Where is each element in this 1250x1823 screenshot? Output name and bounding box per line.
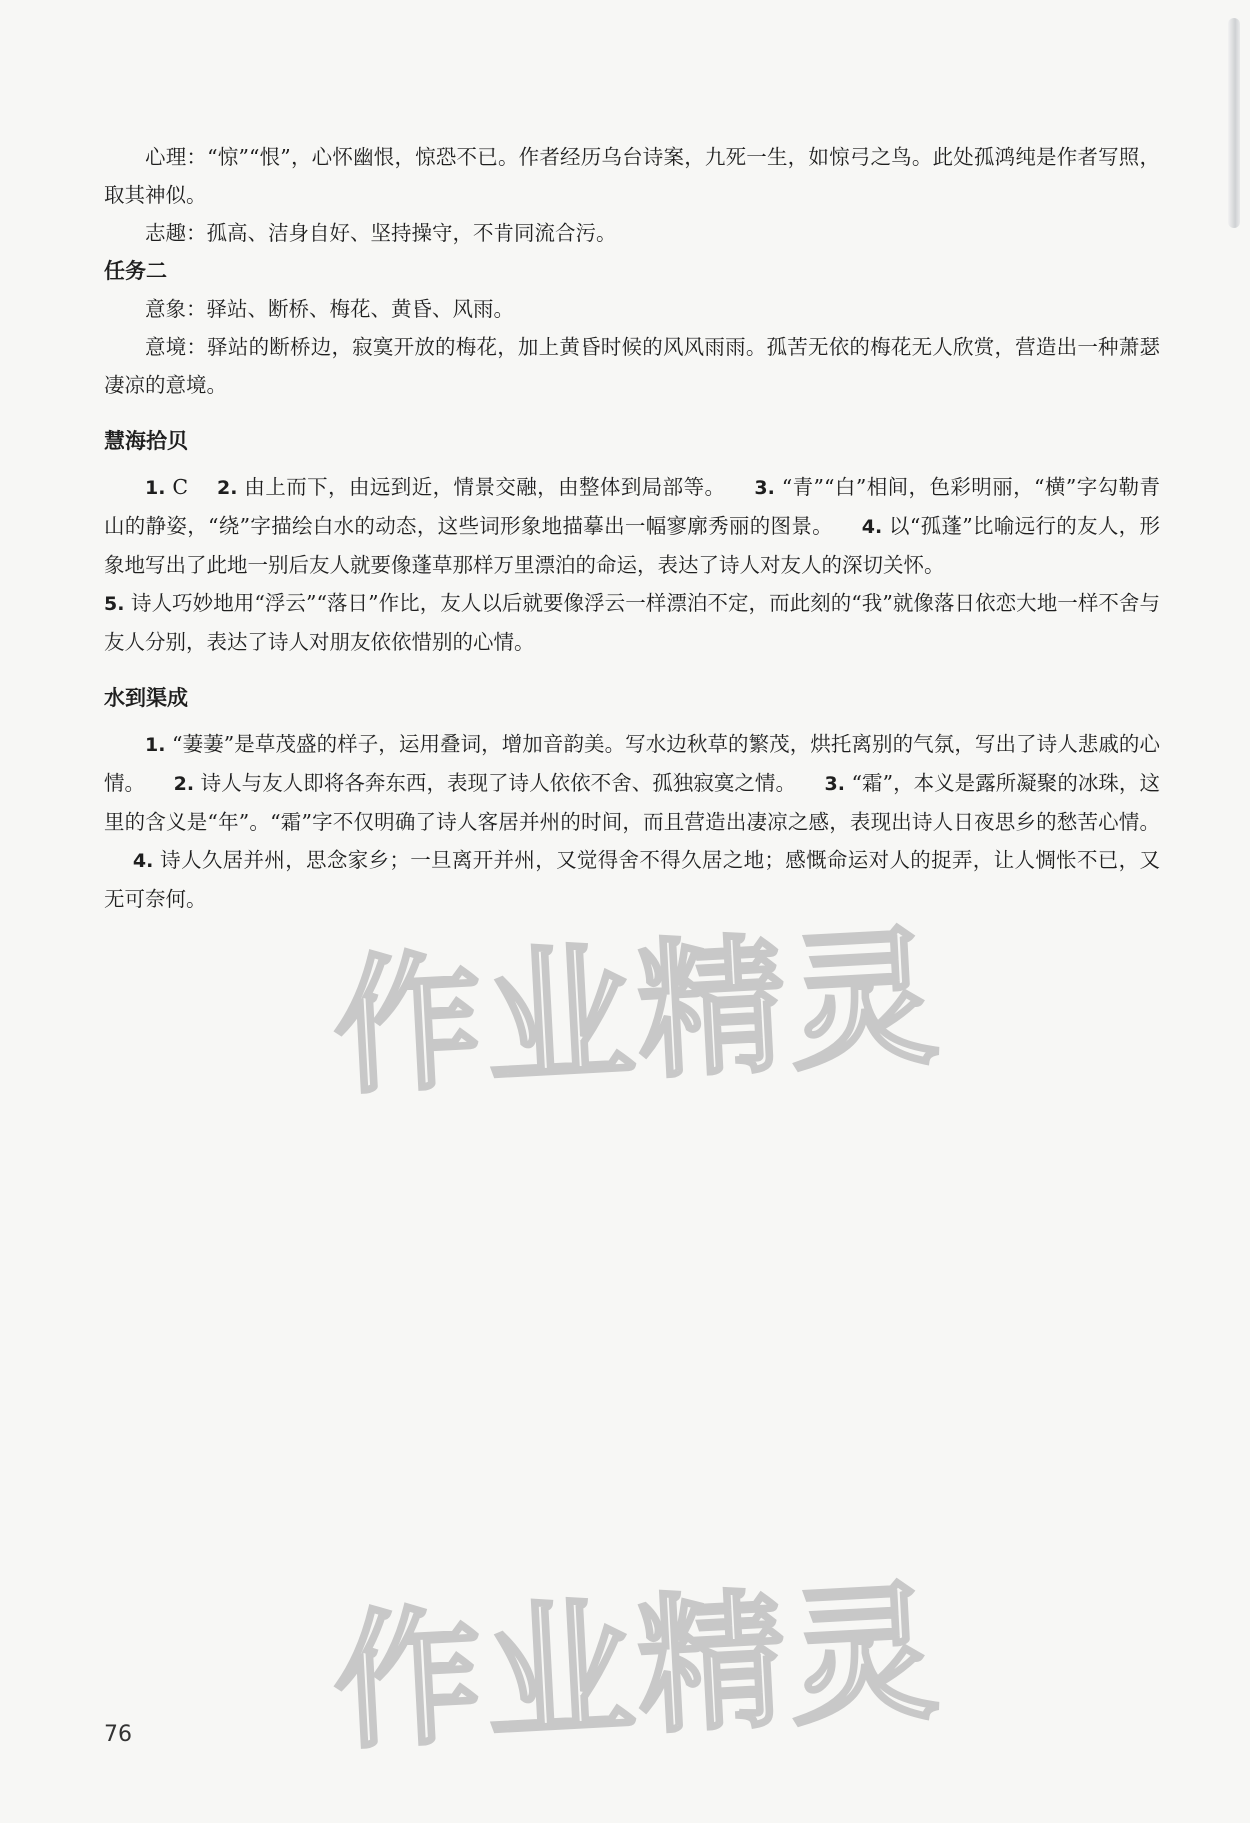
watermark-top: 作业精灵 [329, 911, 946, 1115]
answer-text: 诗人与友人即将各奔东西，表现了诗人依依不舍、孤独寂寞之情。 [200, 771, 796, 795]
answer-number: 2. [173, 773, 195, 795]
answer-text: 诗人巧妙地用“浮云”“落日”作比，友人以后就要像浮云一样漂泊不定，而此刻的“我”就像落日依恋大地一样不舍与友人分别，表达了诗人对朋友依依惜别的心情。 [104, 591, 1160, 654]
page-number: 76 [104, 1722, 132, 1747]
watermark-bottom: 作业精灵 [329, 1566, 946, 1770]
answer-text: 由上而下，由远到近，情景交融，由整体到局部等。 [244, 475, 726, 499]
answer-text: 以“孤蓬”比喻远行的友人，形象地写出了此地一别后友人就要像蓬草那样万里漂泊的命运，表达了诗人对友人的深切关怀。 [104, 514, 1160, 577]
answer-text: “霜”，本义是露所凝聚的冰珠，这里的含义是“年”。“霜”字不仅明确了诗人客居并州的时间，而且营造出凄凉之感，表现出诗人日夜思乡的愁苦心情。 [104, 771, 1160, 834]
answer-text: C [172, 475, 189, 499]
answer-number: 4. [132, 850, 154, 872]
huihai-answer-5 [104, 584, 1160, 661]
answer-number: 1. [145, 477, 166, 499]
answer-number: 2. [217, 477, 238, 499]
psychology-paragraph: 心理：“惊”“恨”，心怀幽恨，惊恐不已。作者经历乌台诗案，九死一生，如惊弓之鸟。此处孤鸿纯是作者写照，取其神似。 [104, 145, 1160, 207]
huihai-answers-1-4 [104, 468, 1160, 584]
answer-text: 诗人久居并州，思念家乡；一旦离开并州，又觉得舍不得久居之地；感慨命运对人的捉弄，让人惆怅不已，又无可奈何。 [104, 848, 1160, 911]
huihai-heading: 慧海拾贝 [104, 429, 188, 453]
answer-text: “青”“白”相间，色彩明丽，“横”字勾勒青山的静姿，“绕”字描绘白水的动态，这些词形象地描摹出一幅寥廓秀丽的图景。 [104, 475, 1160, 538]
answer-number: 5. [104, 593, 125, 615]
answer-number: 3. [754, 477, 775, 499]
shuidao-heading: 水到渠成 [104, 686, 188, 710]
answer-number: 1. [145, 734, 166, 756]
mood-paragraph: 意境：驿站的断桥边，寂寞开放的梅花，加上黄昏时候的风风雨雨。孤苦无依的梅花无人欣赏，营造出一种萧瑟凄凉的意境。 [104, 335, 1160, 397]
answer-number: 4. [861, 516, 883, 538]
page-edge-shadow [1228, 18, 1240, 228]
aspiration-paragraph: 志趣：孤高、洁身自好、坚持操守，不肯同流合污。 [145, 221, 617, 245]
task-two-heading: 任务二 [104, 259, 167, 283]
answer-number: 3. [824, 773, 845, 795]
answer-text: “萋萋”是草茂盛的样子，运用叠词，增加音韵美。写水边秋草的繁茂，烘托离别的气氛，写出了诗人悲戚的心情。 [104, 732, 1160, 795]
shuidao-answers [104, 725, 1160, 918]
imagery-paragraph: 意象：驿站、断桥、梅花、黄昏、风雨。 [145, 297, 514, 321]
answer-content [104, 138, 1160, 918]
